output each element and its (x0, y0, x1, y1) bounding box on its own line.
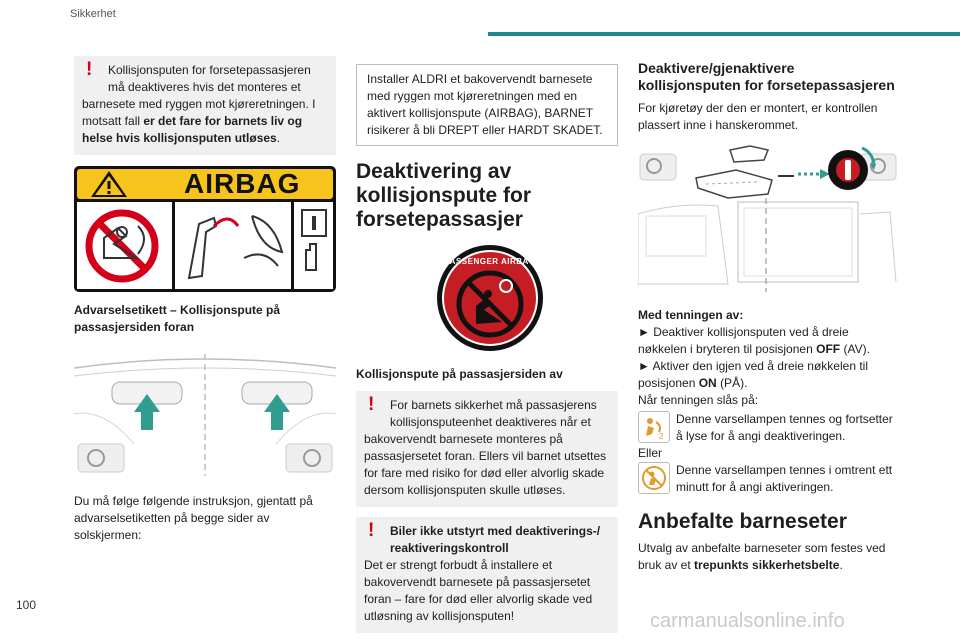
warning-note-1 (74, 56, 336, 155)
warning-line-1: Kollisjonsputen for forsetepassasjeren (108, 63, 311, 77)
section-heading-deactivation: Deaktivering av kollisjonspute for forsetepassasjer (356, 160, 532, 231)
page-number: 100 (16, 598, 37, 612)
watermark: carmanualsonline.info (650, 610, 845, 632)
lamp2-text: Denne varsellampen tennes i omtrent ett minutt for å angi aktiveringen. (676, 463, 893, 494)
instruction-paragraph: Du må følge følgende instruksjon, gjentatt på advarselsetiketten på begge sider av solskjermen: (74, 494, 313, 542)
column-right (638, 56, 900, 574)
lamp1-text: Denne varsellampen tennes og fortsetter å lyse for å angi deaktiveringen. (676, 412, 893, 443)
recommended-paragraph: Utvalg av anbefalte barneseter som festes ved bruk av et trepunkts sikkerhetsbelte. (638, 541, 886, 572)
step-activate: ► Aktiver den igjen ved å dreie nøkkelen til posisjonen ON (PÅ). (638, 359, 868, 390)
caption-warning-label: Advarselsetikett – Kollisjonspute på passasjersiden foran (74, 303, 281, 334)
warning-note-2 (356, 391, 618, 507)
intro-paragraph: For kjøretøy der den er montert, er kontrollen plassert inne i hanskerommet. (638, 101, 878, 132)
ignition-off-label: Med tenningen av: (638, 308, 744, 322)
sunvisor-graphic (74, 354, 336, 476)
or-label: Eller (638, 446, 663, 460)
key-switch-illustration (638, 144, 900, 297)
warning-title-2: reaktiveringskontroll (390, 541, 509, 555)
airbag-warning-label (74, 166, 336, 292)
warning-note-3 (356, 517, 618, 633)
warning-lamp-activated (638, 462, 900, 496)
section-header: Sikkerhet (70, 8, 116, 20)
warning-exclamation-icon: ! (368, 394, 375, 415)
airbag-off-lamp-icon (638, 411, 670, 443)
ignition-on-label: Når tenningen slås på: (638, 393, 759, 407)
warning-line-2: kollisjonsputeenhet deaktiveres når et (390, 415, 591, 429)
glovebox-key-graphic (638, 144, 900, 292)
warning-rest: Det er strengt forbudt å installere et bakovervendt barnesete på passasjersetet foran – fare for død eller alvorlig skade ved utløsning av kollisjonsputen! (364, 558, 593, 623)
caption-passenger-airbag: Kollisjonspute på passasjersiden av (356, 367, 563, 381)
passenger-airbag-badge (436, 244, 544, 352)
airbag-on-lamp-icon (638, 462, 670, 494)
airbag-label-text: AIRBAG (184, 168, 301, 199)
section-heading-recommended: Anbefalte barneseter (638, 510, 847, 533)
warning-line-1: For barnets sikkerhet må passasjerens (390, 398, 597, 412)
section-heading-toggle: Deaktivere/gjenaktivere kollisjonsputen for forsetepassasjeren (638, 60, 895, 93)
svg-text:2: 2 (659, 432, 664, 440)
column-left (74, 56, 336, 544)
badge-text: PASSENGER AIRBAG (444, 257, 536, 266)
warning-rest: barnesete med ryggen mot kjøreretningen. I motsatt fall er det fare for barnets liv og helse hvis kollisjonsputen utløses. (82, 97, 316, 145)
header-rule (488, 32, 960, 36)
warning-exclamation-icon: ! (86, 59, 93, 80)
column-middle (356, 56, 618, 633)
warning-rest: bakovervendt barnesete monteres på passasjersetet foran. Ellers vil barnet utsettes for fare med risiko for død eller alvorlig skade dersom kollisjonsputen skulle utløses. (364, 432, 607, 497)
warning-title-1: Biler ikke utstyrt med deaktiverings-/ (390, 524, 601, 538)
warning-exclamation-icon: ! (368, 520, 375, 541)
warning-lamp-deactivated (638, 411, 900, 445)
warning-line-2: må deaktiveres hvis det monteres et (108, 80, 301, 94)
danger-box: Installer ALDRI et bakovervendt barnesete med ryggen mot kjøreretningen med en aktivert kollisjonspute (AIRBAG), BARNET risikerer å bli DREPT eller HARDT SKADET. (356, 64, 618, 146)
sunvisor-illustration (74, 354, 336, 481)
step-deactivate: ► Deaktiver kollisjonsputen ved å dreie nøkkelen i bryteren til posisjonen OFF (AV). (638, 325, 870, 356)
warning-bold: er det fare for barnets liv og helse hvis kollisjonsputen utløses (82, 114, 303, 145)
